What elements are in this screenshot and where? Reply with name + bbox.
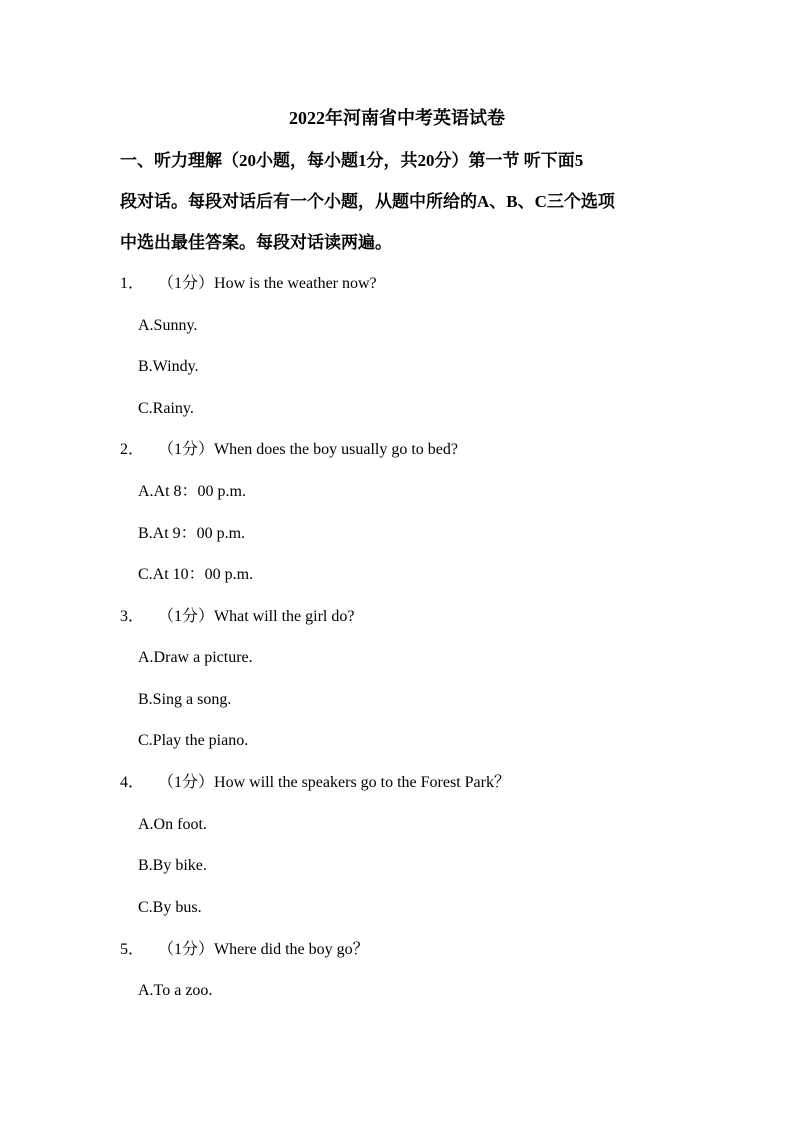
question-1-option-b: B.Windy. [138,358,199,375]
question-1-option-a: A.Sunny. [138,317,198,334]
question-points: （1分） [158,941,215,958]
section-instruction-line-3: 中选出最佳答案。每段对话读两遍。 [120,233,392,252]
question-number: 2． [120,441,145,458]
section-instruction-line-1: 一、听力理解（20小题，每小题1分，共20分）第一节 听下面5 [120,151,584,170]
page-title: 2022年河南省中考英语试卷 [289,108,505,128]
question-3-option-a: A.Draw a picture. [138,649,253,666]
question-3-option-c: C.Play the piano. [138,732,249,749]
question-points: （1分） [158,275,215,292]
question-text: How is the weather now? [214,275,377,292]
question-3 [120,606,354,628]
question-4-option-c: C.By bus. [138,899,202,916]
section-instruction-line-2: 段对话。每段对话后有一个小题，从题中所给的A、B、C三个选项 [120,192,615,211]
question-5 [120,939,369,961]
question-number: 3． [120,608,145,625]
question-text: When does the boy usually go to bed? [214,441,458,458]
question-2-option-c: C.At 10：00 p.m. [138,566,254,583]
question-1 [120,273,377,295]
question-text: Where did the boy go？ [214,941,369,958]
question-2-option-b: B.At 9：00 p.m. [138,525,246,542]
question-number: 1． [120,275,145,292]
question-text: How will the speakers go to the Forest Park？ [214,774,510,791]
question-3-option-b: B.Sing a song. [138,691,232,708]
question-points: （1分） [158,774,215,791]
question-4 [120,772,510,794]
question-text: What will the girl do? [214,608,355,625]
question-5-option-a: A.To a zoo. [138,982,213,999]
question-2-option-a: A.At 8：00 p.m. [138,483,247,500]
question-4-option-b: B.By bike. [138,857,207,874]
question-points: （1分） [158,608,215,625]
question-1-option-c: C.Rainy. [138,400,194,417]
question-2 [120,439,458,461]
question-number: 4． [120,774,145,791]
question-number: 5． [120,941,145,958]
question-points: （1分） [158,441,215,458]
question-4-option-a: A.On foot. [138,816,207,833]
